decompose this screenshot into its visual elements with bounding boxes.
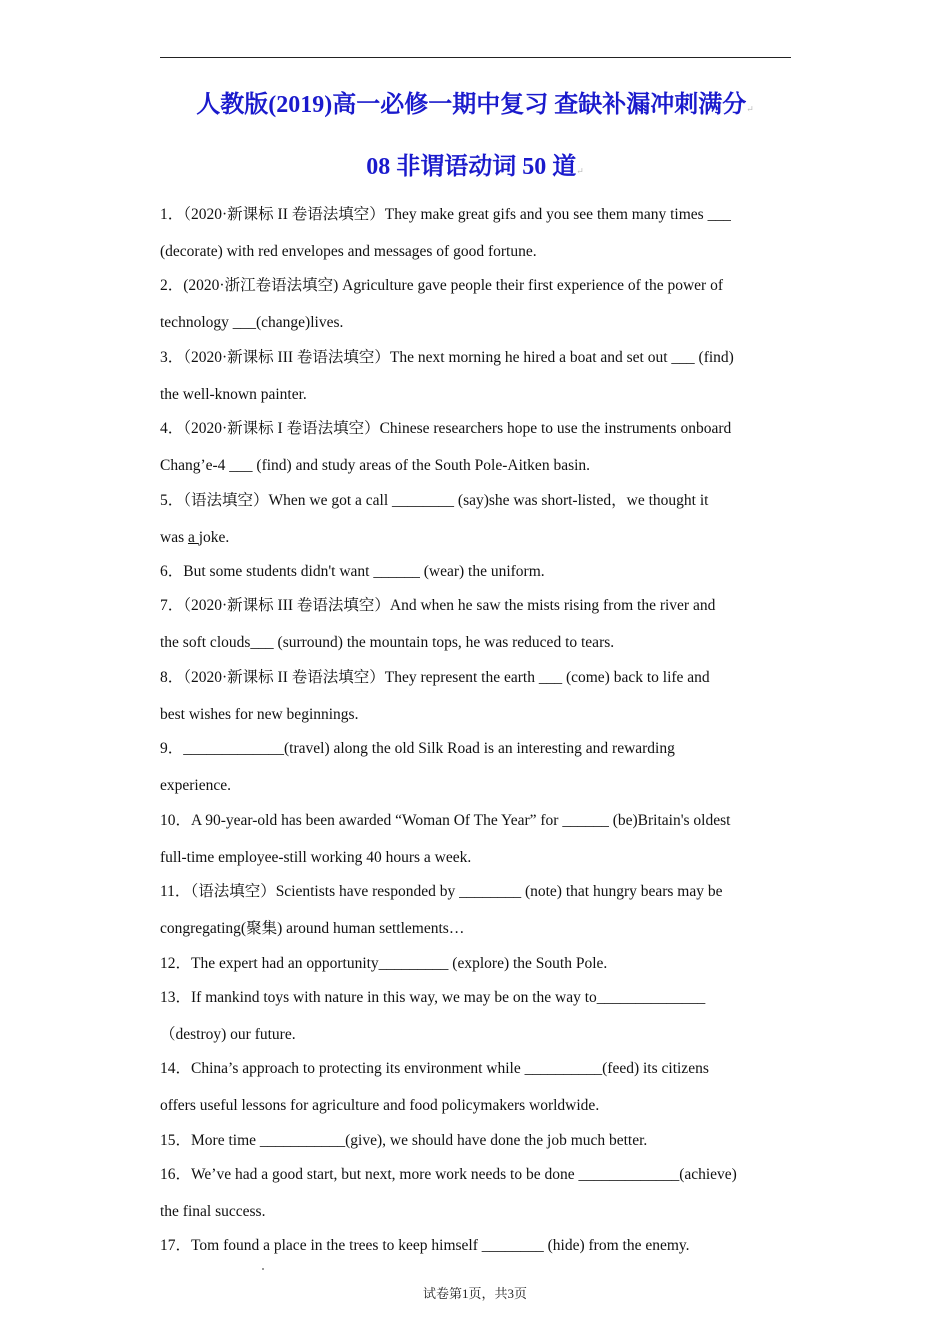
question-2-cont: technology ___(change)lives. xyxy=(160,314,344,331)
header-rule xyxy=(160,57,791,58)
question-11-cont: congregating(聚集) around human settlements… xyxy=(160,920,465,937)
question-7-cont: the soft clouds___ (surround) the mountain tops, he was reduced to tears. xyxy=(160,634,615,651)
question-13: 13．If mankind toys with nature in this way, we may be on the way to______________ xyxy=(160,989,706,1006)
question-13-cont: （destroy) our future. xyxy=(160,1026,296,1043)
question-9: 9．_____________(travel) along the old Silk Road is an interesting and rewarding xyxy=(160,740,675,757)
page-footer: 试卷第1页，共3页 xyxy=(422,1286,527,1301)
question-16-cont: the final success. xyxy=(160,1203,266,1220)
question-11: 11．（语法填空）Scientists have responded by ________ (note) that hungry bears may be xyxy=(160,883,723,900)
underlined-answer: a xyxy=(187,529,199,546)
question-12: 12．The expert had an opportunity_________ (explore) the South Pole. xyxy=(160,955,608,972)
question-3-cont: the well-known painter. xyxy=(160,386,307,403)
question-5-cont: was a joke. xyxy=(160,529,230,546)
question-9-cont: experience. xyxy=(160,777,231,794)
stray-mark xyxy=(262,1268,264,1270)
question-10: 10．A 90-year-old has been awarded “Woman Of The Year” for ______ (be)Britain's oldest xyxy=(160,812,731,829)
question-1-cont: (decorate) with red envelopes and messages of good fortune. xyxy=(160,243,537,260)
question-number: 1． xyxy=(160,206,184,223)
question-2: 2．(2020·浙江卷语法填空) Agriculture gave people their first experience of the power of xyxy=(160,277,724,294)
question-14: 14．China’s approach to protecting its environment while __________(feed) its citizens xyxy=(160,1060,709,1077)
question-10-cont: full-time employee-still working 40 hours a week. xyxy=(160,849,472,866)
question-8: 8．（2020·新课标 II 卷语法填空）They represent the earth ___ (come) back to life and xyxy=(160,669,710,686)
question-1 xyxy=(160,205,800,225)
question-6: 6．But some students didn't want ______ (wear) the uniform. xyxy=(160,563,545,580)
question-3: 3．（2020·新课标 III 卷语法填空）The next morning he hired a boat and set out ___ (find) xyxy=(160,349,734,366)
question-4-cont: Chang’e-4 ___ (find) and study areas of the South Pole-Aitken basin. xyxy=(160,457,591,474)
question-14-cont: offers useful lessons for agriculture and food policymakers worldwide. xyxy=(160,1097,600,1114)
question-16: 16．We’ve had a good start, but next, more work needs to be done _____________(achieve) xyxy=(160,1166,737,1183)
question-4: 4．（2020·新课标 I 卷语法填空）Chinese researchers hope to use the instruments onboard xyxy=(160,420,732,437)
question-8-cont: best wishes for new beginnings. xyxy=(160,706,359,723)
document-title: 人教版(2019)高一必修一期中复习 查缺补漏冲刺满分↵ xyxy=(196,92,754,118)
question-5: 5．（语法填空）When we got a call ________ (say)she was short-listed，we thought it xyxy=(160,492,709,509)
question-17: 17．Tom found a place in the trees to keep himself ________ (hide) from the enemy. xyxy=(160,1237,690,1254)
question-15: 15．More time ___________(give), we should have done the job much better. xyxy=(160,1132,648,1149)
question-text: （2020·新课标 II 卷语法填空）They make great gifs and you see them many times ___ xyxy=(183,206,731,223)
document-subtitle: 08 非谓语动词 50 道↵ xyxy=(366,154,584,180)
question-7: 7．（2020·新课标 III 卷语法填空）And when he saw the mists rising from the river and xyxy=(160,597,716,614)
